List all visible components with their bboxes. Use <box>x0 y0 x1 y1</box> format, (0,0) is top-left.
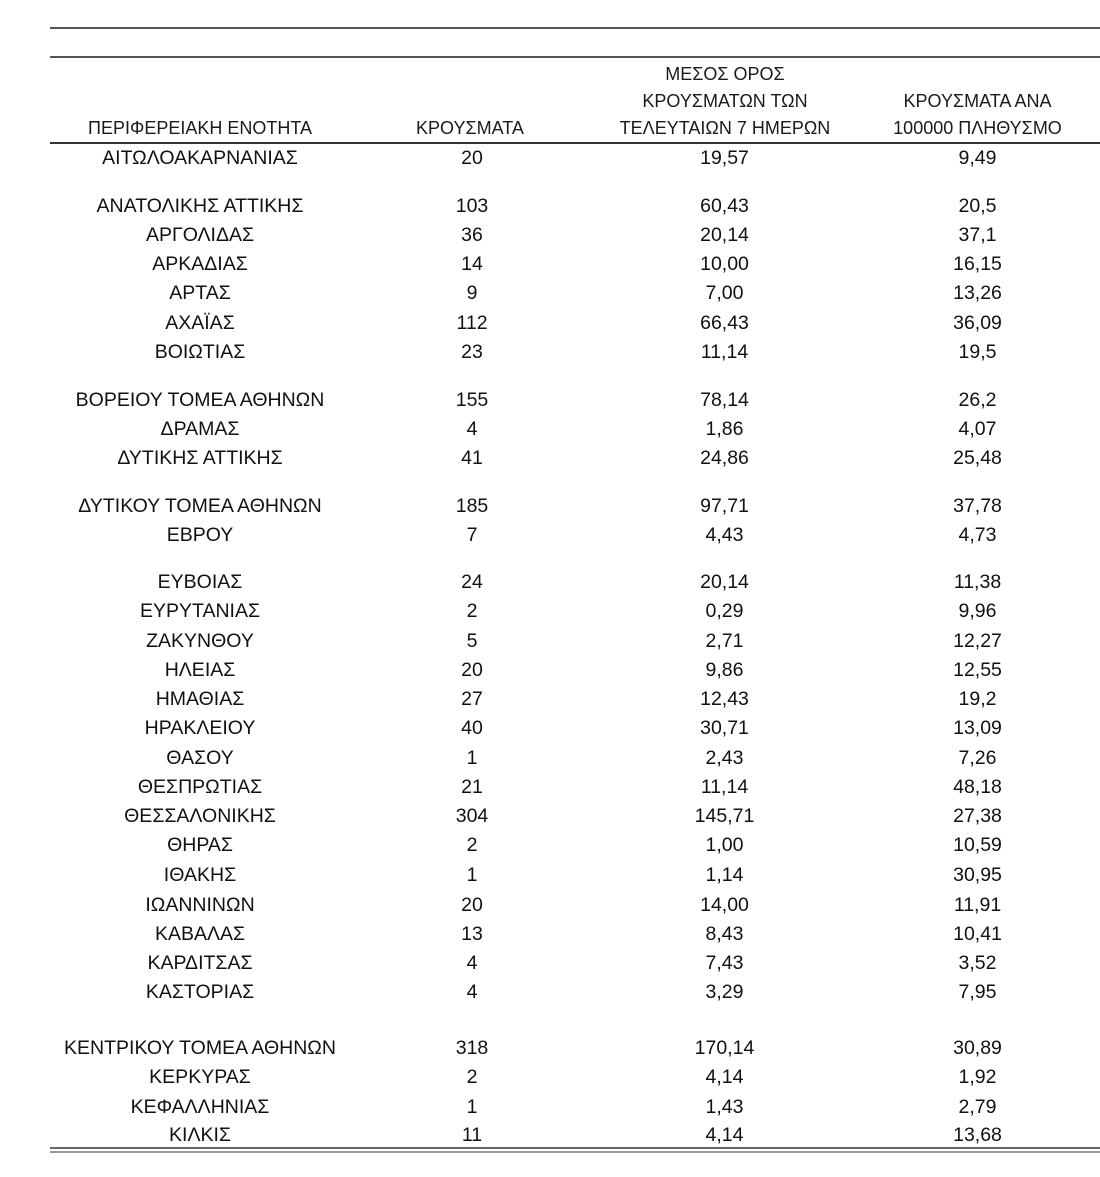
cell-cases: 13 <box>461 923 483 945</box>
header-region-line: ΠΕΡΙΦΕΡΕΙΑΚΗ ΕΝΟΤΗΤΑ <box>87 118 313 138</box>
cell-cases: 20 <box>461 659 483 681</box>
cell-per100k: 16,15 <box>953 253 1002 275</box>
cell-per100k: 9,49 <box>958 147 997 169</box>
cell-cases: 40 <box>461 717 483 739</box>
bottom-rule-shadow <box>50 1151 1100 1153</box>
cell-avg7: 78,14 <box>700 389 749 411</box>
cell-avg7: 11,14 <box>700 776 749 798</box>
cell-per100k: 7,95 <box>958 981 997 1003</box>
cell-per100k: 19,5 <box>958 341 997 363</box>
header-per100k-line-1: ΚΡΟΥΣΜΑΤΑ ΑΝΑ <box>903 91 1052 111</box>
cell-per100k: 4,73 <box>958 524 997 546</box>
cell-cases: 112 <box>456 312 488 334</box>
cell-region: ΕΥΒΟΙΑΣ <box>157 571 243 593</box>
table-row <box>0 1121 1100 1150</box>
cell-region: ΑΝΑΤΟΛΙΚΗΣ ΑΤΤΙΚΗΣ <box>96 195 304 217</box>
cell-region: ΑΡΤΑΣ <box>169 282 231 304</box>
cell-avg7: 60,43 <box>700 195 749 217</box>
cell-avg7: 2,71 <box>705 630 744 652</box>
cell-region: ΚΙΛΚΙΣ <box>169 1124 231 1146</box>
cell-cases: 4 <box>466 418 478 440</box>
top-rule <box>50 27 1100 29</box>
table-row <box>0 492 1100 521</box>
cell-cases: 5 <box>466 630 478 652</box>
cell-avg7: 19,57 <box>700 147 749 169</box>
cell-region: ΒΟΙΩΤΙΑΣ <box>154 341 246 363</box>
cell-avg7: 2,43 <box>705 747 744 769</box>
header-avg7-line-2: ΚΡΟΥΣΜΑΤΩΝ ΤΩΝ <box>642 91 808 111</box>
cell-cases: 2 <box>466 1066 478 1088</box>
cell-per100k: 11,91 <box>953 894 1002 916</box>
cell-per100k: 20,5 <box>958 195 997 217</box>
cell-avg7: 170,14 <box>694 1037 755 1059</box>
cell-region: ΚΕΝΤΡΙΚΟΥ ΤΟΜΕΑ ΑΘΗΝΩΝ <box>64 1037 336 1059</box>
cell-region: ΗΡΑΚΛΕΙΟΥ <box>144 717 256 739</box>
header-top-rule <box>50 56 1100 58</box>
cell-per100k: 9,96 <box>958 600 997 622</box>
cell-region: ΚΑΣΤΟΡΙΑΣ <box>145 981 255 1003</box>
cell-avg7: 0,29 <box>705 600 744 622</box>
table-row <box>0 920 1100 949</box>
cell-cases: 23 <box>461 341 483 363</box>
cell-per100k: 2,79 <box>958 1096 997 1118</box>
table-row <box>0 1034 1100 1063</box>
table-row <box>0 568 1100 597</box>
cell-region: ΑΡΓΟΛΙΔΑΣ <box>145 224 255 246</box>
cell-cases: 1 <box>466 747 478 769</box>
cell-cases: 36 <box>461 224 483 246</box>
table-row <box>0 221 1100 250</box>
cell-avg7: 12,43 <box>700 688 749 710</box>
cell-avg7: 14,00 <box>700 894 749 916</box>
cell-cases: 41 <box>461 447 483 469</box>
cell-cases: 4 <box>466 952 478 974</box>
cell-per100k: 30,89 <box>953 1037 1002 1059</box>
cell-cases: 185 <box>455 495 489 517</box>
cell-region: ΔΡΑΜΑΣ <box>160 418 240 440</box>
table-row <box>0 444 1100 473</box>
table-row <box>0 386 1100 415</box>
cell-avg7: 30,71 <box>700 717 749 739</box>
table-row <box>0 309 1100 338</box>
cell-region: ΗΜΑΘΙΑΣ <box>155 688 245 710</box>
table-row <box>0 685 1100 714</box>
cell-avg7: 24,86 <box>700 447 749 469</box>
header-cases-line: ΚΡΟΥΣΜΑΤΑ <box>416 118 524 138</box>
cell-avg7: 3,29 <box>705 981 744 1003</box>
cell-avg7: 8,43 <box>705 923 744 945</box>
cell-per100k: 13,09 <box>953 717 1002 739</box>
cell-cases: 4 <box>466 981 478 1003</box>
cell-per100k: 13,68 <box>953 1124 1002 1146</box>
cell-cases: 2 <box>466 600 478 622</box>
cell-per100k: 7,26 <box>958 747 997 769</box>
cell-per100k: 13,26 <box>953 282 1002 304</box>
cell-cases: 9 <box>466 282 478 304</box>
cell-cases: 7 <box>466 524 478 546</box>
cell-avg7: 20,14 <box>700 224 749 246</box>
header-per100k-line-2: 100000 ΠΛΗΘΥΣΜΟ <box>893 118 1062 138</box>
cell-region: ΘΗΡΑΣ <box>167 834 233 856</box>
cell-avg7: 7,43 <box>705 952 744 974</box>
cell-cases: 14 <box>461 253 483 275</box>
cell-per100k: 4,07 <box>958 418 997 440</box>
table-row <box>0 656 1100 685</box>
cell-per100k: 10,59 <box>953 834 1002 856</box>
table-row <box>0 521 1100 550</box>
cell-region: ΕΥΡΥΤΑΝΙΑΣ <box>139 600 261 622</box>
table-row <box>0 861 1100 890</box>
table-row <box>0 338 1100 367</box>
cell-cases: 2 <box>466 834 478 856</box>
cell-cases: 318 <box>455 1037 489 1059</box>
cell-region: ΔΥΤΙΚΟΥ ΤΟΜΕΑ ΑΘΗΝΩΝ <box>78 495 322 517</box>
cell-cases: 24 <box>461 571 483 593</box>
table-row <box>0 144 1100 173</box>
cell-per100k: 37,78 <box>953 495 1002 517</box>
cell-per100k: 27,38 <box>953 805 1002 827</box>
cell-region: ΔΥΤΙΚΗΣ ΑΤΤΙΚΗΣ <box>117 447 283 469</box>
cell-cases: 21 <box>461 776 483 798</box>
cell-avg7: 7,00 <box>705 282 744 304</box>
cell-avg7: 11,14 <box>700 341 749 363</box>
cell-per100k: 37,1 <box>958 224 997 246</box>
cell-avg7: 97,71 <box>700 495 749 517</box>
cell-region: ΚΕΡΚΥΡΑΣ <box>149 1066 251 1088</box>
cell-cases: 304 <box>455 805 489 827</box>
cell-cases: 1 <box>466 864 478 886</box>
header-cases <box>380 115 560 142</box>
cell-cases: 11 <box>461 1124 483 1146</box>
cell-avg7: 10,00 <box>700 253 749 275</box>
cell-avg7: 1,86 <box>705 418 744 440</box>
cell-region: ΑΡΚΑΔΙΑΣ <box>152 253 248 275</box>
cell-cases: 20 <box>461 894 483 916</box>
header-avg7 <box>600 61 850 142</box>
table-row <box>0 744 1100 773</box>
table-row <box>0 1093 1100 1122</box>
cell-cases: 27 <box>461 688 483 710</box>
cell-region: ΕΒΡΟΥ <box>166 524 234 546</box>
table-row <box>0 949 1100 978</box>
cell-cases: 155 <box>455 389 489 411</box>
table-row <box>0 831 1100 860</box>
cell-avg7: 1,14 <box>705 864 744 886</box>
cell-per100k: 3,52 <box>958 952 997 974</box>
cell-per100k: 11,38 <box>953 571 1002 593</box>
table-row <box>0 978 1100 1007</box>
table-row <box>0 1063 1100 1092</box>
cell-region: ΚΑΒΑΛΑΣ <box>154 923 246 945</box>
table-row <box>0 627 1100 656</box>
header-avg7-line-3: ΤΕΛΕΥΤΑΙΩΝ 7 ΗΜΕΡΩΝ <box>619 118 831 138</box>
table-row <box>0 192 1100 221</box>
bottom-rule <box>50 1147 1100 1149</box>
cell-cases: 103 <box>455 195 489 217</box>
cell-per100k: 48,18 <box>953 776 1002 798</box>
cell-per100k: 19,2 <box>958 688 997 710</box>
cell-avg7: 4,14 <box>705 1066 744 1088</box>
cell-cases: 20 <box>461 147 483 169</box>
cell-per100k: 12,27 <box>953 630 1002 652</box>
cell-region: ΘΑΣΟΥ <box>166 747 234 769</box>
cell-region: ΗΛΕΙΑΣ <box>164 659 236 681</box>
cell-avg7: 9,86 <box>705 659 744 681</box>
cell-avg7: 4,14 <box>705 1124 744 1146</box>
cell-avg7: 20,14 <box>700 571 749 593</box>
header-avg7-line-1: ΜΕΣΟΣ ΟΡΟΣ <box>665 64 785 84</box>
table-row <box>0 597 1100 626</box>
table-row <box>0 802 1100 831</box>
cell-avg7: 4,43 <box>705 524 744 546</box>
table-row <box>0 714 1100 743</box>
cell-region: ΙΩΑΝΝΙΝΩΝ <box>145 894 255 916</box>
cell-cases: 1 <box>466 1096 478 1118</box>
cell-avg7: 145,71 <box>694 805 755 827</box>
table-row <box>0 415 1100 444</box>
header-region <box>50 115 350 142</box>
cell-per100k: 26,2 <box>958 389 997 411</box>
cell-region: ΚΑΡΔΙΤΣΑΣ <box>147 952 253 974</box>
cell-region: ΘΕΣΠΡΩΤΙΑΣ <box>137 776 263 798</box>
table-row <box>0 250 1100 279</box>
cell-region: ΙΘΑΚΗΣ <box>163 864 237 886</box>
table-row <box>0 891 1100 920</box>
cell-region: ΒΟΡΕΙΟΥ ΤΟΜΕΑ ΑΘΗΝΩΝ <box>75 389 325 411</box>
cell-avg7: 1,00 <box>705 834 744 856</box>
cell-region: ΚΕΦΑΛΛΗΝΙΑΣ <box>130 1096 270 1118</box>
cell-region: ΑΙΤΩΛΟΑΚΑΡΝΑΝΙΑΣ <box>102 147 298 169</box>
cell-avg7: 1,43 <box>705 1096 744 1118</box>
table-row <box>0 279 1100 308</box>
table-row <box>0 773 1100 802</box>
cell-region: ΖΑΚΥΝΘΟΥ <box>146 630 254 652</box>
cell-per100k: 25,48 <box>953 447 1002 469</box>
cell-per100k: 1,92 <box>958 1066 997 1088</box>
header-per100k <box>865 88 1090 142</box>
cell-per100k: 30,95 <box>953 864 1002 886</box>
cell-region: ΑΧΑΪΑΣ <box>165 312 235 334</box>
cell-region: ΘΕΣΣΑΛΟΝΙΚΗΣ <box>124 805 276 827</box>
cell-per100k: 36,09 <box>953 312 1002 334</box>
cell-per100k: 10,41 <box>953 923 1002 945</box>
cell-avg7: 66,43 <box>700 312 749 334</box>
cell-per100k: 12,55 <box>953 659 1002 681</box>
